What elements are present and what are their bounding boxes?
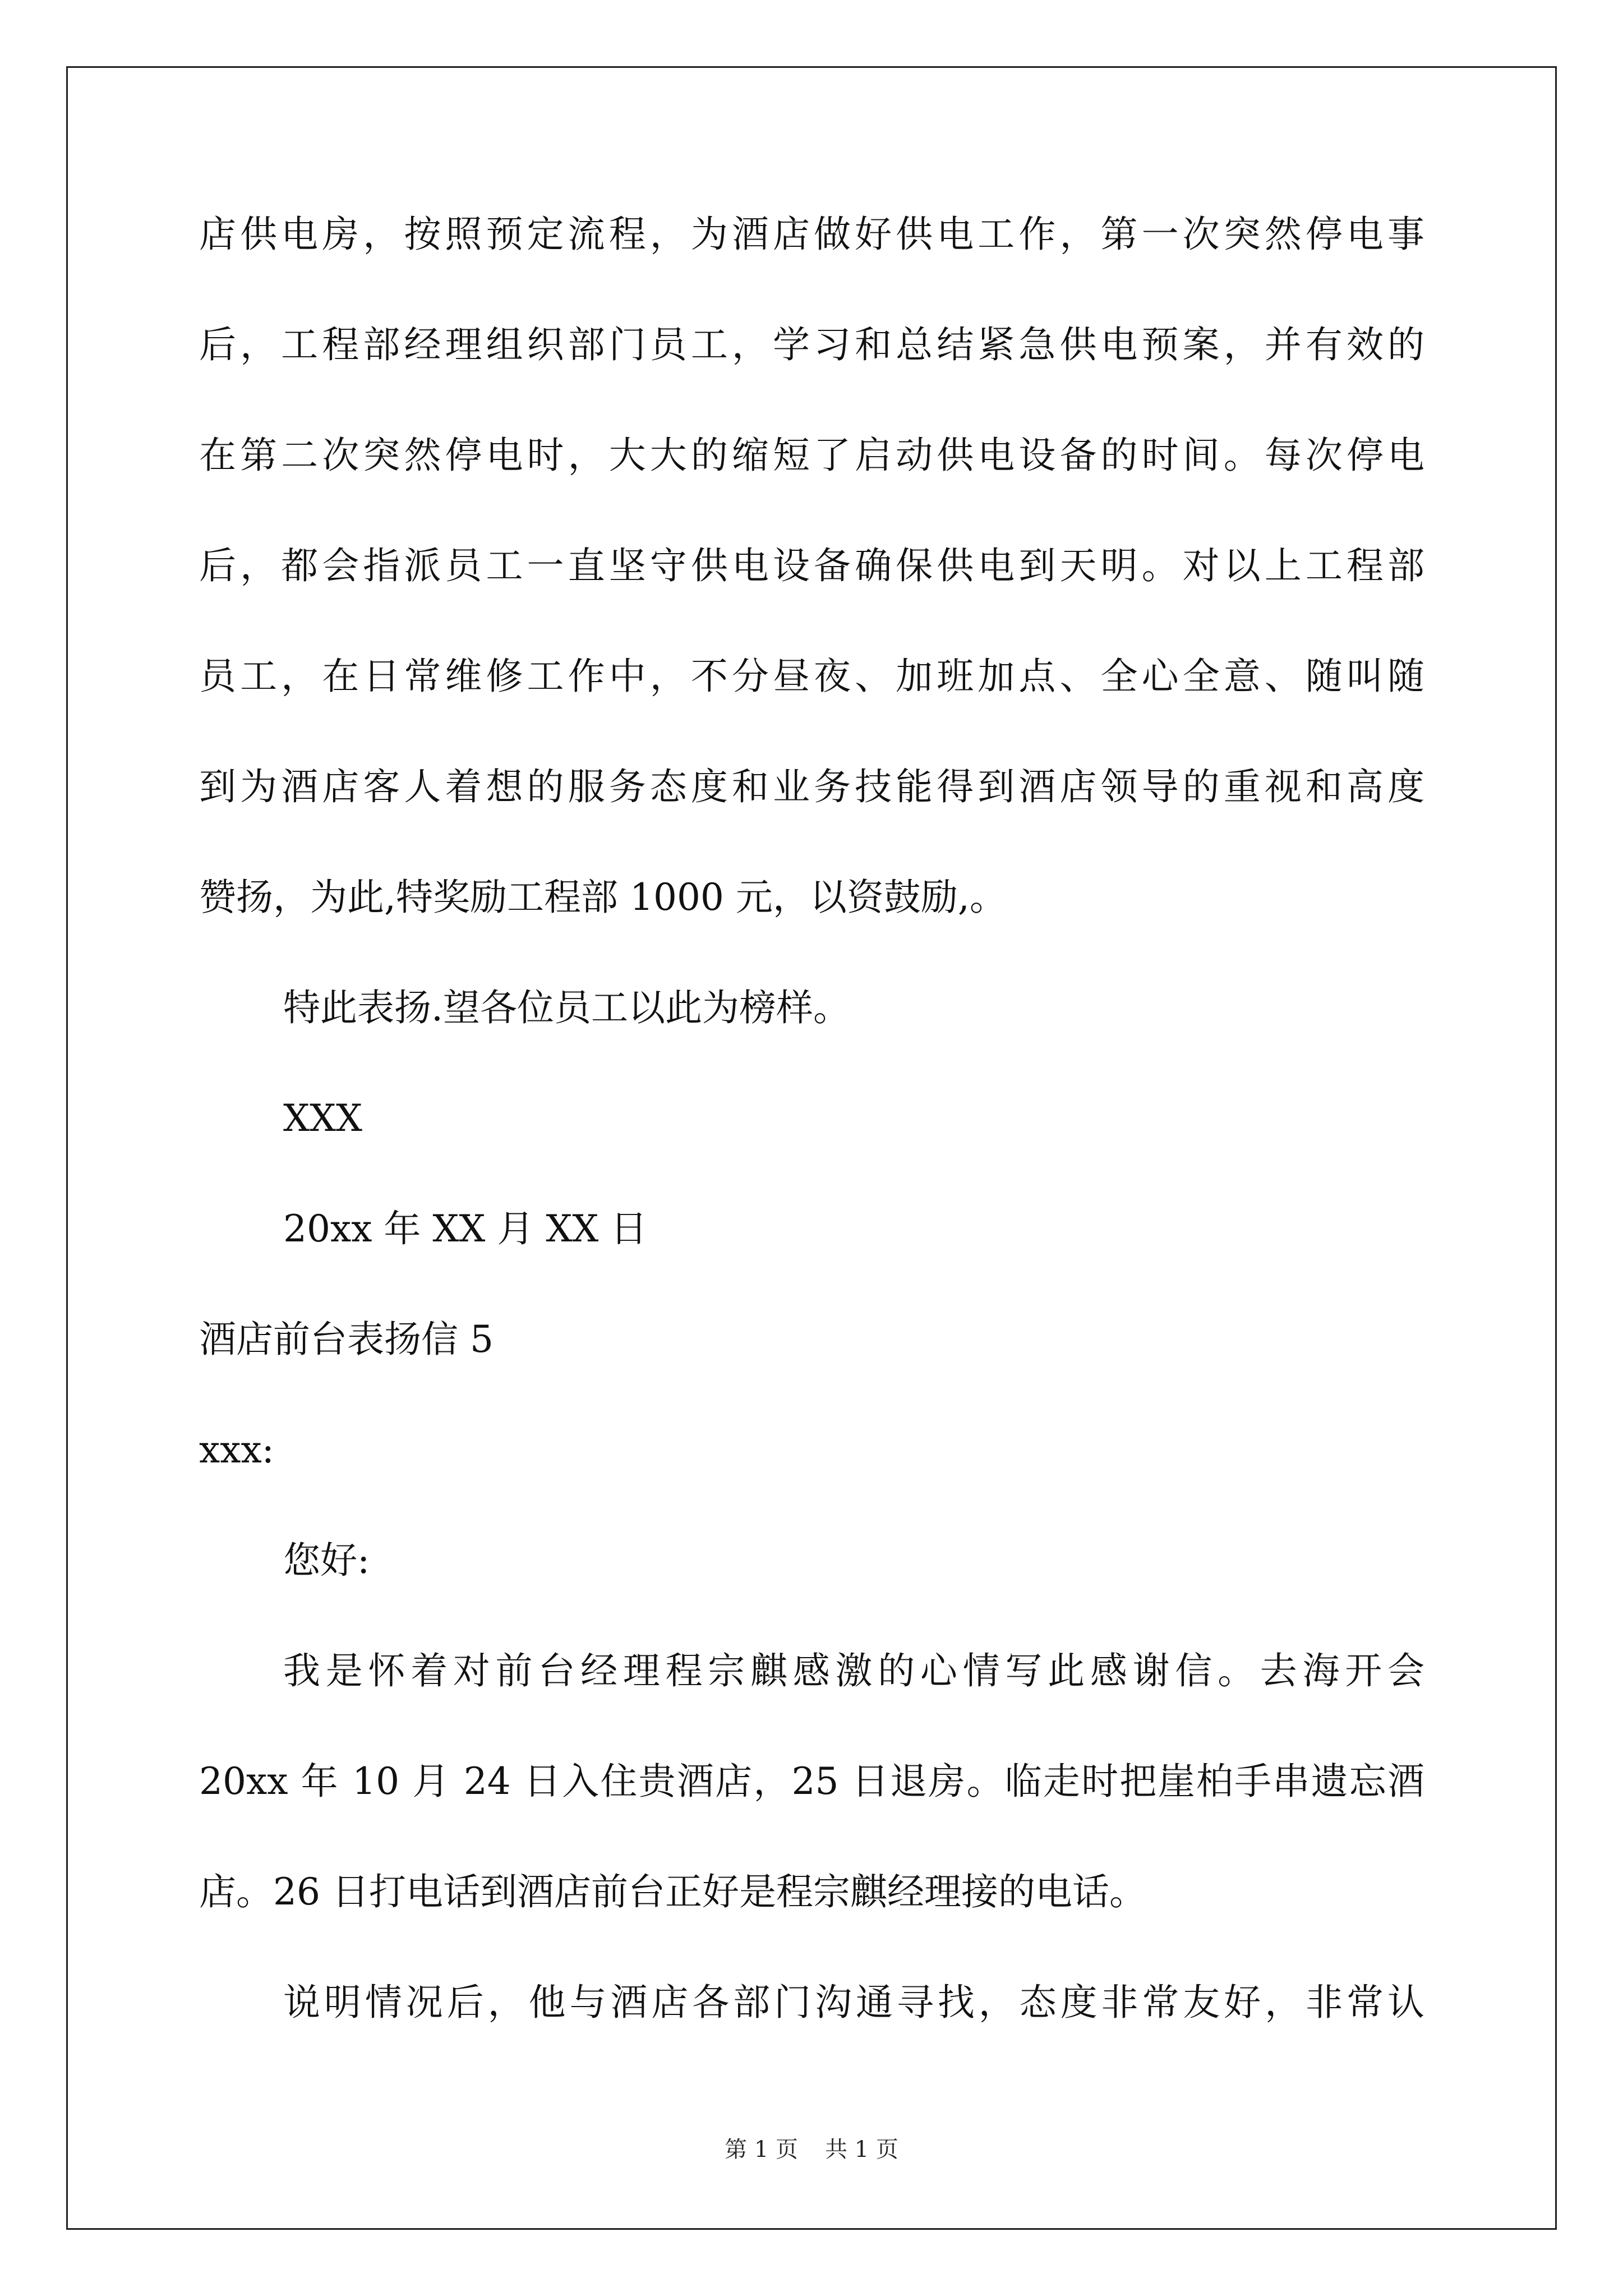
text-line: 后，都会指派员工一直坚守供电设备确保供电到天明。对以上工程部	[199, 544, 1424, 587]
text-line: 20xx 年 10 月 24 日入住贵酒店，25 日退房。临走时把崖柏手串遗忘酒	[199, 1760, 1424, 1803]
document-body	[199, 213, 1424, 2095]
closing-remark: 特此表扬.望各位员工以此为榜样。	[283, 986, 850, 1029]
text-line: 店。26 日打电话到酒店前台正好是程宗麒经理接的电话。	[199, 1870, 1146, 1913]
signature-name: XXX	[283, 1097, 362, 1140]
signature-date: 20xx 年 XX 月 XX 日	[283, 1207, 648, 1250]
text-line: 店供电房，按照预定流程，为酒店做好供电工作，第一次突然停电事	[199, 213, 1424, 256]
salutation-recipient: xxx:	[199, 1428, 274, 1471]
text-line: 我是怀着对前台经理程宗麒感激的心情写此感谢信。去海开会	[283, 1649, 1424, 1692]
text-line: 后，工程部经理组织部门员工，学习和总结紧急供电预案，并有效的	[199, 323, 1424, 366]
section-title: 酒店前台表扬信 5	[199, 1318, 494, 1361]
text-line: 到为酒店客人着想的服务态度和业务技能得到酒店领导的重视和高度	[199, 765, 1424, 808]
text-line: 说明情况后，他与酒店各部门沟通寻找，态度非常友好，非常认	[283, 1981, 1424, 2024]
page-number: 第 1 页	[725, 2137, 798, 2162]
text-line: 在第二次突然停电时，大大的缩短了启动供电设备的时间。每次停电	[199, 434, 1424, 477]
text-line: 赞扬，为此,特奖励工程部 1000 元，以资鼓励,。	[199, 876, 1007, 919]
page-footer	[0, 2138, 1623, 2161]
text-line: 员工，在日常维修工作中，不分昼夜、加班加点、全心全意、随叫随	[199, 655, 1424, 698]
page-total: 共 1 页	[825, 2137, 898, 2162]
greeting: 您好:	[283, 1539, 370, 1582]
